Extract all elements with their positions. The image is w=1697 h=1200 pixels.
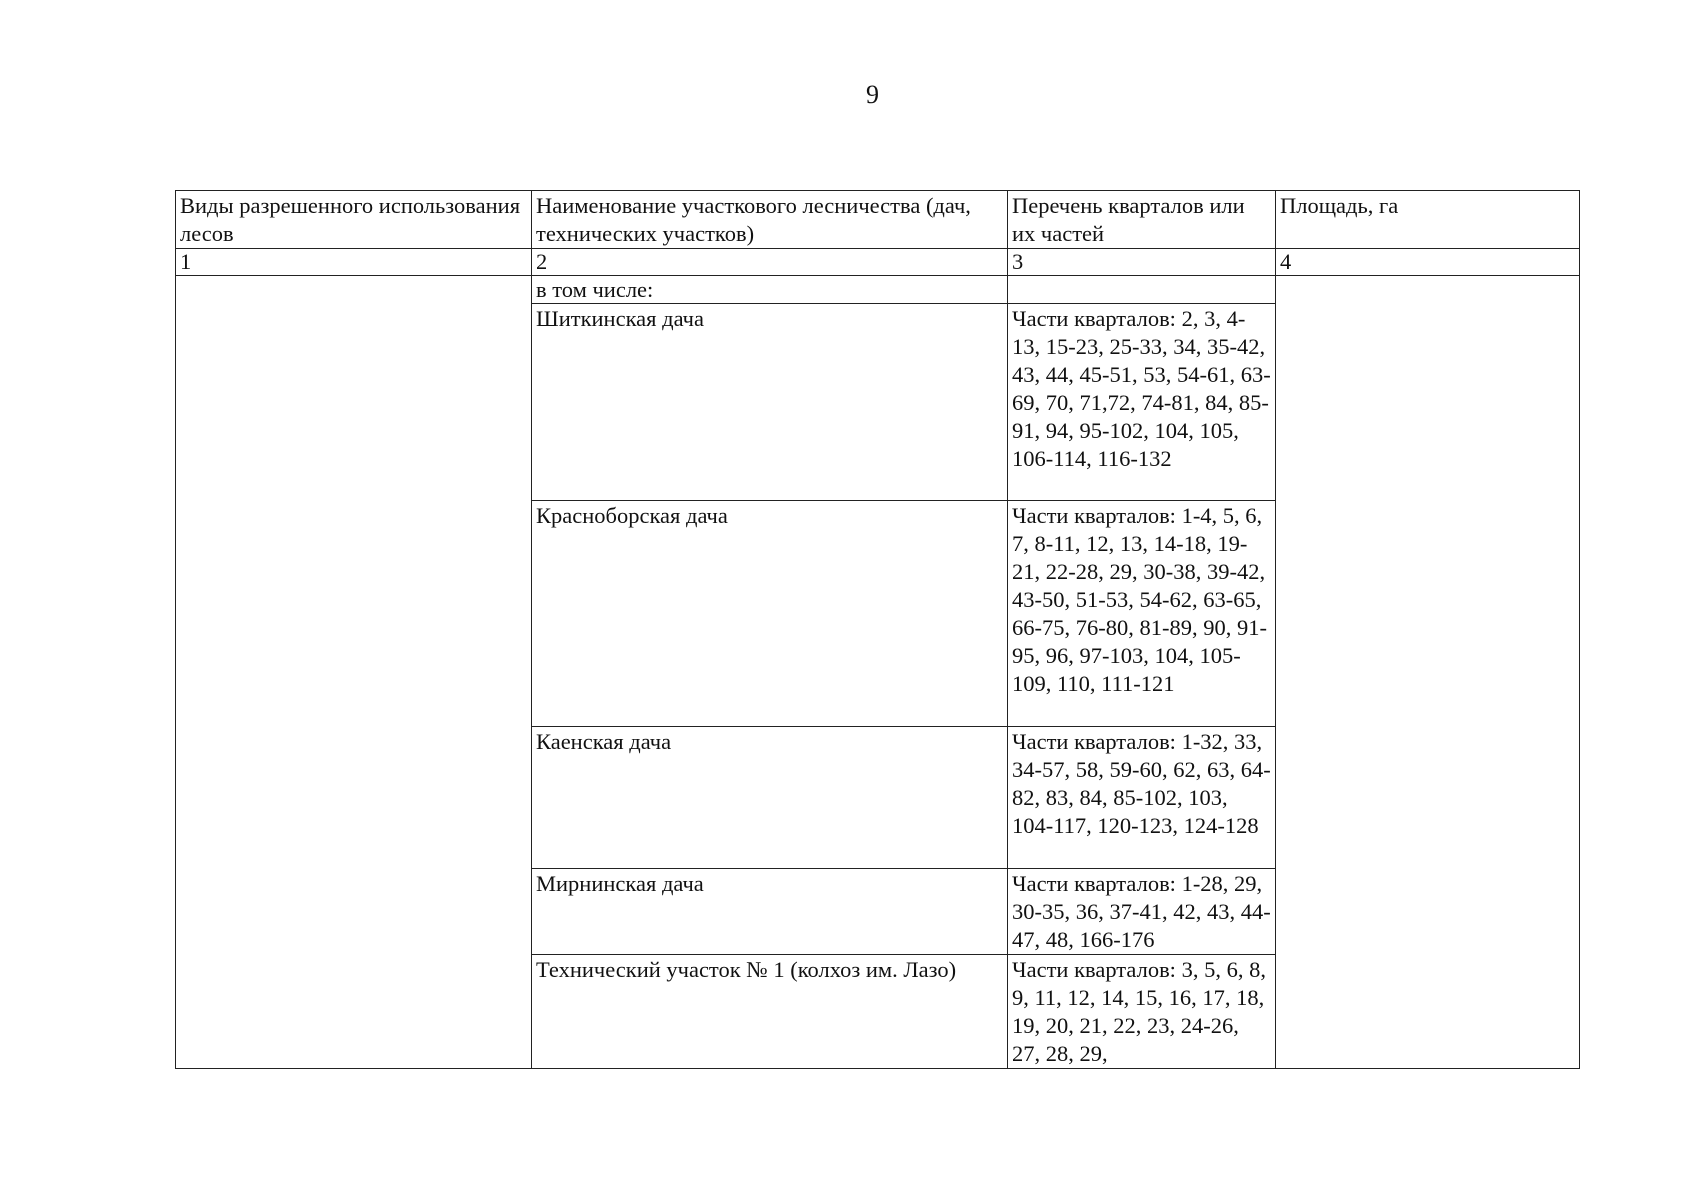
header-use-types: Виды разрешенного использования лесов bbox=[176, 191, 532, 249]
subheading-row bbox=[176, 276, 1580, 304]
column-number: 2 bbox=[532, 249, 1008, 276]
area-cell bbox=[1276, 276, 1580, 1069]
header-forestry-name: Наименование участкового лесничества (дач, технических участков) bbox=[532, 191, 1008, 249]
column-number: 1 bbox=[176, 249, 532, 276]
column-number: 4 bbox=[1276, 249, 1580, 276]
forestry-name-cell: Мирнинская дача bbox=[532, 869, 1008, 955]
column-number: 3 bbox=[1008, 249, 1276, 276]
quarters-cell: Части кварталов: 1-28, 29, 30-35, 36, 37-41, 42, 43, 44-47, 48, 166-176 bbox=[1008, 869, 1276, 955]
forestry-name-cell: Каенская дача bbox=[532, 727, 1008, 869]
table-header-row bbox=[176, 191, 1580, 249]
forestry-name-cell: Шиткинская дача bbox=[532, 304, 1008, 501]
quarters-cell: Части кварталов: 2, 3, 4-13, 15-23, 25-33, 34, 35-42, 43, 44, 45-51, 53, 54-61, 63-69, 70, 71,72, 74-81, 84, 85-91, 94, 95-102, 104, 105, 106-114, 116-132 bbox=[1008, 304, 1276, 501]
column-number-row bbox=[176, 249, 1580, 276]
forestry-name-cell: Технический участок № 1 (колхоз им. Лазо) bbox=[532, 955, 1008, 1069]
subheading-cell: в том числе: bbox=[532, 276, 1008, 304]
header-quarters-list: Перечень кварталов или их частей bbox=[1008, 191, 1276, 249]
quarters-cell: Части кварталов: 3, 5, 6, 8, 9, 11, 12, 14, 15, 16, 17, 18, 19, 20, 21, 22, 23, 24-26, 27, 28, 29, bbox=[1008, 955, 1276, 1069]
use-type-cell bbox=[176, 276, 532, 1069]
empty-quarters-cell bbox=[1008, 276, 1276, 304]
header-area: Площадь, га bbox=[1276, 191, 1580, 249]
page-number: 9 bbox=[866, 80, 879, 109]
forest-use-table bbox=[175, 190, 1580, 1069]
quarters-cell: Части кварталов: 1-32, 33, 34-57, 58, 59-60, 62, 63, 64-82, 83, 84, 85-102, 103, 104-117, 120-123, 124-128 bbox=[1008, 727, 1276, 869]
quarters-cell: Части кварталов: 1-4, 5, 6, 7, 8-11, 12, 13, 14-18, 19-21, 22-28, 29, 30-38, 39-42, 43-50, 51-53, 54-62, 63-65, 66-75, 76-80, 81-89, 90, 91-95, 96, 97-103, 104, 105-109, 110, 111-121 bbox=[1008, 501, 1276, 727]
forestry-name-cell: Красноборская дача bbox=[532, 501, 1008, 727]
